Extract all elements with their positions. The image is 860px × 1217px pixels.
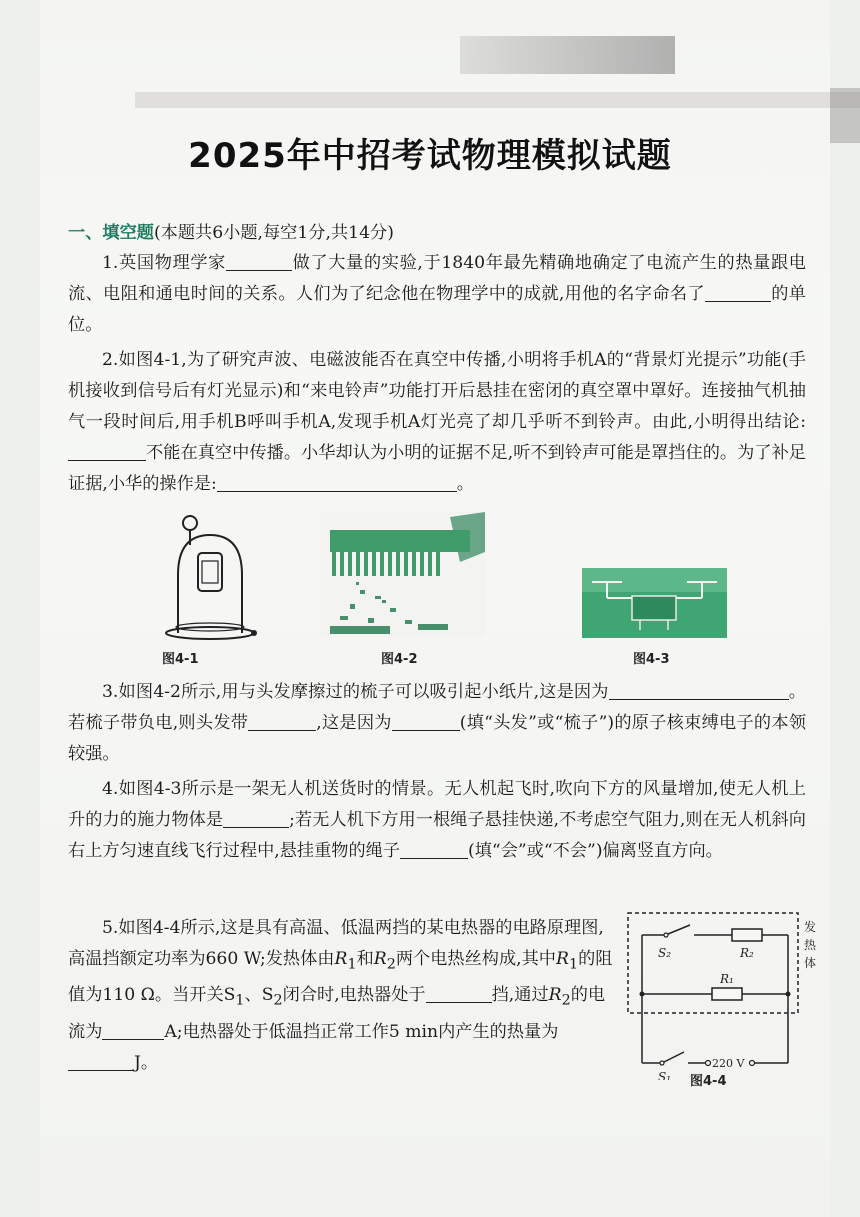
- answer-blank[interactable]: [400, 838, 468, 859]
- q4-text-3: (填“会”或“不会”)偏离竖直方向。: [468, 841, 723, 861]
- figure-caption-4-2: 图4-2: [381, 652, 418, 667]
- q1-text-1: 1.英国物理学家: [102, 253, 226, 273]
- q1-text-2: 做了大量的实验,于1840年最先精确地确定了电流产生的热量跟电流、电阻和通电时间的关系。人们为了纪念他在物理学中的成就,用他的名字命名了: [68, 253, 806, 304]
- q3-text-4: (填“头发”或“梳子”)的原子核束缚电子的本领较强。: [68, 713, 807, 764]
- drone-figure: [582, 568, 727, 638]
- question-5: [68, 913, 616, 1079]
- figure-caption-4-3: 图4-3: [633, 652, 670, 667]
- r2-symbol: R: [373, 949, 387, 969]
- question-4: [68, 774, 806, 867]
- q4-text-1: 4.如图4-3所示是一架无人机送货时的情景。无人机起飞时,吹向下方的风量增加,使无人机上升的力的施力物体是: [68, 779, 806, 830]
- answer-blank[interactable]: [226, 250, 292, 271]
- r1-symbol: R: [334, 949, 348, 969]
- circuit-diagram: [620, 905, 820, 1080]
- bell-jar-figure: [150, 515, 270, 640]
- q1-text-3: 的单位。: [68, 284, 806, 335]
- r1-symbol: R: [556, 949, 569, 969]
- comb-figure: [320, 512, 485, 637]
- section-label: 一、填空题: [68, 223, 154, 243]
- supply-terminal: [706, 1061, 711, 1066]
- section-heading: [68, 218, 806, 249]
- label-r2: R₂: [740, 946, 754, 960]
- question-2: [68, 345, 806, 500]
- s2-subscript: 2: [273, 992, 283, 1009]
- r1-subscript: 1: [347, 956, 357, 973]
- answer-blank[interactable]: [609, 679, 721, 700]
- q3-text-1: 3.如图4-2所示,用与头发摩擦过的梳子可以吸引起小纸片,这是因为: [102, 682, 609, 702]
- q5-text-2: 和: [356, 949, 374, 969]
- q5-text-8: 的电流为: [68, 985, 606, 1042]
- answer-blank[interactable]: [721, 679, 789, 700]
- label-r1: R₁: [720, 972, 734, 986]
- answer-blank[interactable]: [426, 982, 492, 1003]
- box-label-char: 热: [804, 938, 817, 952]
- label-s1: S₁: [658, 1070, 672, 1080]
- q2-text-1: 2.如图4-1,为了研究声波、电磁波能否在真空中传播,小明将手机A的“背景灯光提示”功能(手机接收到信号后有灯光显示)和“来电铃声”功能打开后悬挂在密闭的真空罩中罩好。连接抽气机抽气一段时间后,用手机B呼叫手机A,发现手机A灯光亮了却几乎听不到铃声。由此,小明得出结论:: [68, 350, 806, 432]
- q5-text-5: 、S: [244, 985, 274, 1006]
- q5-text-4: 的阻值为110 Ω。当开关S: [68, 949, 613, 1006]
- resistor-r1: [712, 988, 742, 1000]
- q5-text-6: 闭合时,电热器处于: [282, 985, 426, 1006]
- q5-text-7: 挡,通过: [491, 985, 549, 1006]
- q5-text-9: A;电热器处于低温挡正常工作5 min内产生的热量为: [164, 1021, 559, 1042]
- q3-text-2: 。若梳子带负电,则头发带: [68, 682, 806, 733]
- q2-text-3: 。: [456, 474, 474, 494]
- q5-text-1: 5.如图4-4所示,这是具有高温、低温两挡的某电热器的电路原理图,高温挡额定功率为660 W;发热体由: [68, 918, 604, 969]
- box-label-char: 体: [804, 956, 817, 970]
- answer-blank[interactable]: [217, 471, 457, 492]
- r2-symbol: R: [548, 985, 562, 1006]
- q3-text-3: ,这是因为: [316, 713, 392, 733]
- question-1: [68, 248, 806, 341]
- figure-caption-4-4: 图4-4: [690, 1074, 727, 1089]
- r2-subscript: 2: [561, 992, 571, 1009]
- switch-s2: [668, 925, 690, 934]
- answer-blank[interactable]: [102, 1019, 164, 1040]
- q2-text-2: 不能在真空中传播。小华却认为小明的证据不足,听不到铃声可能是罩挡住的。为了补足证据,小华的操作是:: [68, 443, 806, 494]
- figure-caption-4-1: 图4-1: [162, 652, 199, 667]
- box-label-char: 发: [804, 920, 817, 934]
- q5-text-3: 两个电热丝构成,其中: [395, 949, 556, 969]
- r2-subscript: 2: [386, 956, 396, 973]
- answer-blank[interactable]: [248, 710, 316, 731]
- answer-blank[interactable]: [223, 807, 289, 828]
- answer-blank[interactable]: [705, 281, 771, 302]
- switch-s1: [664, 1052, 684, 1062]
- supply-terminal: [750, 1061, 755, 1066]
- q5-text-10: J。: [134, 1052, 159, 1073]
- resistor-r2: [732, 929, 762, 941]
- scan-shadow: [460, 36, 675, 74]
- q4-text-2: ;若无人机下方用一根绳子悬挂快递,不考虑空气阻力,则在无人机斜向右上方匀速直线飞行过程中,悬挂重物的绳子: [68, 810, 806, 861]
- answer-blank[interactable]: [392, 710, 460, 731]
- s1-subscript: 1: [235, 992, 245, 1009]
- page-title: 2025年中招考试物理模拟试题: [188, 136, 672, 176]
- section-note: (本题共6小题,每空1分,共14分): [153, 223, 394, 243]
- answer-blank[interactable]: [68, 440, 146, 461]
- label-s2: S₂: [658, 946, 672, 960]
- answer-blank[interactable]: [68, 1050, 134, 1071]
- r1-subscript: 1: [568, 956, 579, 973]
- bleed-through-text: [135, 92, 860, 108]
- label-voltage: 220 V: [712, 1057, 745, 1070]
- question-3: [68, 677, 806, 770]
